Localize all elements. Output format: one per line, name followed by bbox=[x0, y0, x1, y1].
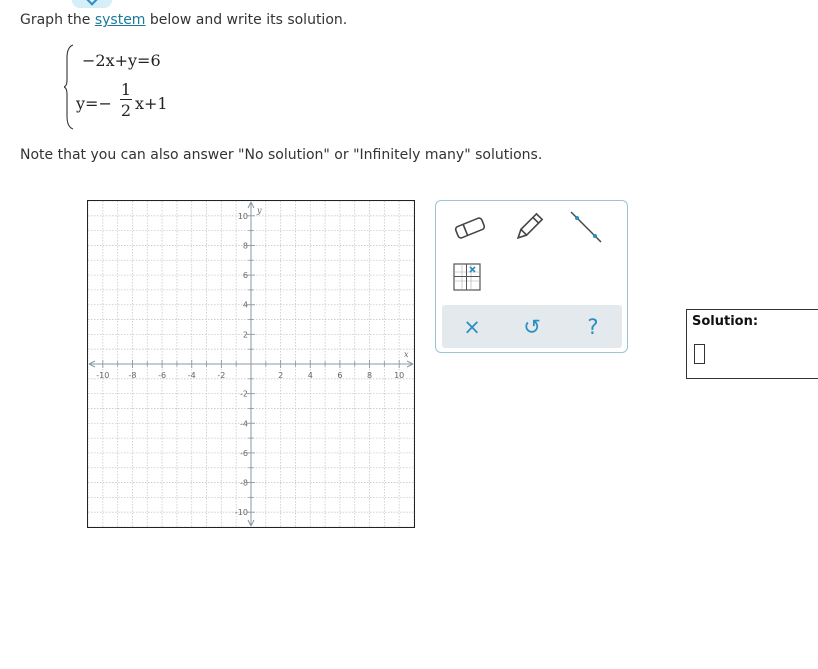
pencil-tool[interactable] bbox=[510, 211, 546, 245]
pencil-icon bbox=[510, 211, 546, 245]
graph-action-bar bbox=[442, 305, 622, 348]
chevron-down-icon bbox=[86, 0, 97, 6]
prompt-text-start: Graph the bbox=[20, 12, 95, 28]
eraser-tool[interactable] bbox=[452, 213, 488, 243]
fraction-numerator: 1 bbox=[120, 80, 132, 99]
x-tick-label: 8 bbox=[366, 371, 373, 380]
x-tick-label: -4 bbox=[187, 371, 196, 380]
x-tick-label: 6 bbox=[337, 371, 343, 380]
solution-box bbox=[686, 309, 818, 379]
eraser-icon bbox=[452, 213, 488, 243]
note-text: Note that you can also answer "No solution" or "Infinitely many" solutions. bbox=[20, 147, 543, 163]
solution-input[interactable] bbox=[694, 344, 705, 364]
x-tick-label: -6 bbox=[158, 371, 167, 380]
x-tick-label: 10 bbox=[394, 371, 405, 380]
y-tick-label: -6 bbox=[240, 448, 248, 458]
y-tick-label: -2 bbox=[240, 389, 248, 399]
solution-label: Solution: bbox=[692, 314, 759, 329]
x-tick-label: -10 bbox=[96, 371, 110, 380]
equation-2-rhs: x+1 bbox=[135, 94, 168, 113]
y-tick-label: -8 bbox=[240, 478, 248, 488]
close-icon: × bbox=[463, 314, 481, 339]
equation-2-lhs: y=− bbox=[76, 94, 112, 113]
undo-button[interactable] bbox=[507, 305, 557, 348]
equation-2-fraction bbox=[119, 80, 133, 119]
point-grid-tool[interactable] bbox=[453, 263, 481, 291]
coordinate-plane[interactable] bbox=[88, 201, 414, 527]
system-link[interactable]: system bbox=[94, 12, 146, 28]
prompt-text-end: below and write its solution. bbox=[145, 12, 348, 28]
y-tick-label: 8 bbox=[242, 241, 248, 251]
equation-1: −2x+y=6 bbox=[82, 51, 161, 70]
x-tick-label: 2 bbox=[278, 371, 284, 380]
collapse-tab[interactable] bbox=[72, 0, 112, 8]
help-icon: ? bbox=[587, 314, 599, 339]
system-brace bbox=[64, 44, 74, 130]
graph-tools-panel bbox=[435, 200, 628, 353]
y-tick-label: -4 bbox=[240, 419, 248, 429]
clear-button[interactable] bbox=[447, 305, 497, 348]
y-tick-label: 10 bbox=[237, 211, 248, 221]
line-tool[interactable] bbox=[568, 210, 604, 244]
graph-canvas[interactable] bbox=[87, 200, 415, 528]
x-axis-label: x bbox=[404, 350, 409, 359]
y-tick-label: 2 bbox=[242, 330, 248, 340]
fraction-denominator: 2 bbox=[120, 101, 132, 120]
x-tick-label: -8 bbox=[128, 371, 137, 380]
x-tick-label: 4 bbox=[307, 371, 313, 380]
x-tick-label: -2 bbox=[217, 371, 226, 380]
y-axis-label: y bbox=[257, 206, 262, 215]
point-grid-icon bbox=[453, 263, 481, 291]
question-prompt bbox=[20, 12, 347, 28]
help-button[interactable] bbox=[568, 305, 618, 348]
line-icon bbox=[568, 210, 604, 244]
y-tick-label: 6 bbox=[242, 271, 248, 281]
undo-icon: ↺ bbox=[523, 314, 541, 339]
y-tick-label: -10 bbox=[234, 508, 248, 518]
y-tick-label: 4 bbox=[242, 300, 248, 310]
